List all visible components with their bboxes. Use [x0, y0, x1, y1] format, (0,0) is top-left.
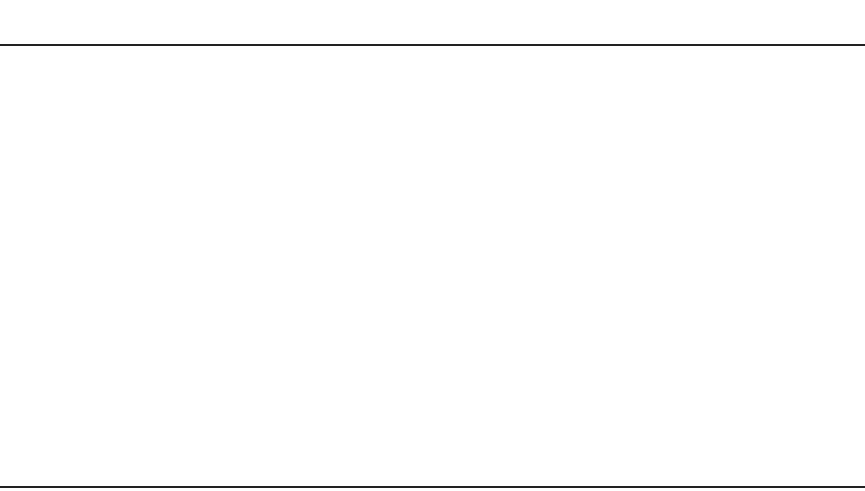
table-bottom-border [0, 486, 865, 488]
table-title [0, 8, 865, 27]
table-top-border [0, 44, 865, 46]
